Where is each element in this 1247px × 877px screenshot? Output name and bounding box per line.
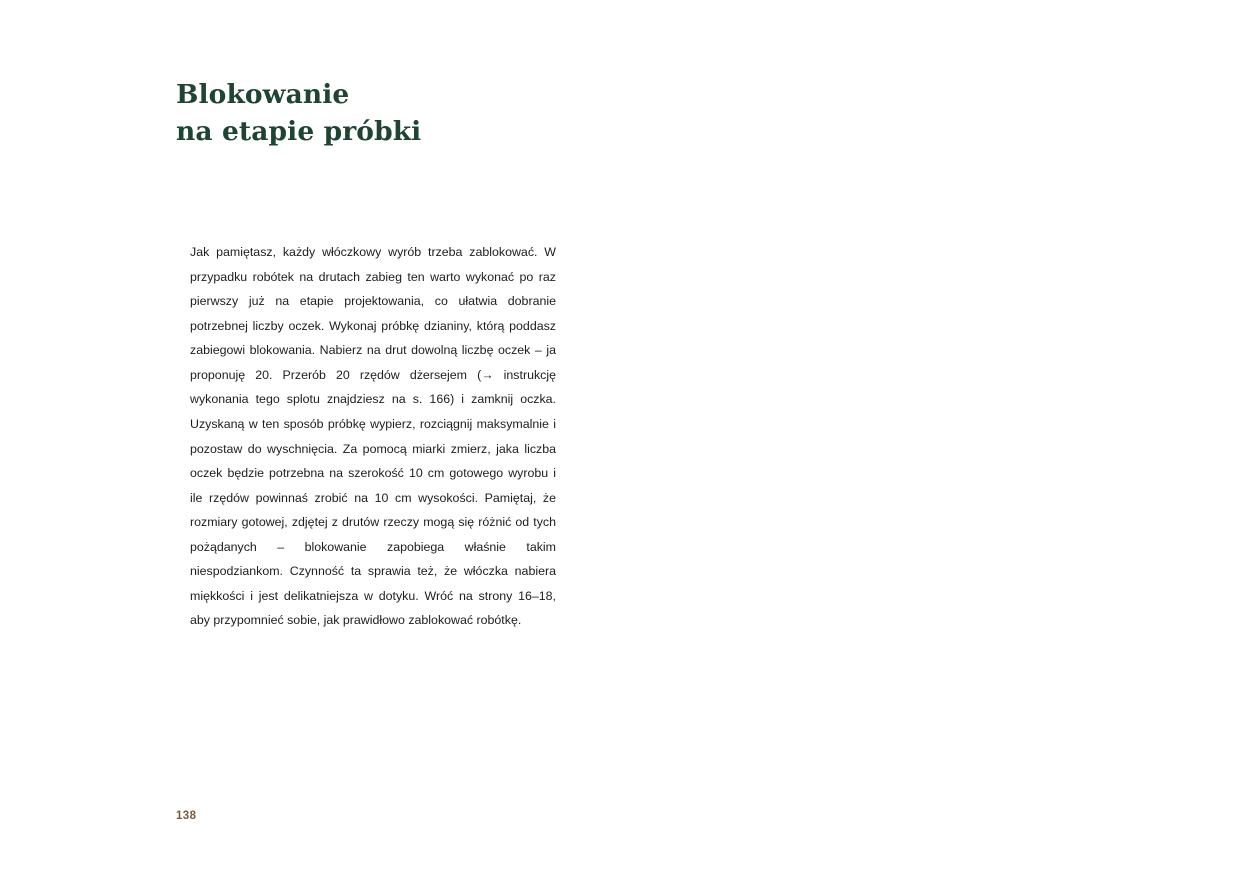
right-page xyxy=(624,0,1247,877)
page-title-left-line2: na etapie próbki xyxy=(176,116,422,148)
page-title-left xyxy=(176,76,576,151)
page-number-left: 138 xyxy=(176,810,197,822)
page-title-left-line1: Blokowanie xyxy=(176,78,350,110)
body-text-left: Jak pamiętasz, każdy włóczkowy wyrób trzeba zablokować. W przypadku robótek na drutach zabieg ten warto wykonać po raz pierwszy już na etapie projektowania, co ułatwia dobranie potrzebnej liczby oczek. Wykonaj próbkę dzianiny, którą poddasz zabiegowi blokowania. Nabierz na drut dowolną liczbę oczek – ja proponuję 20. Przerób 20 rzędów dżersejem (→ instrukcję wykonania tego splotu znajdziesz na s. 166) i zamknij oczka. Uzyskaną w ten sposób próbkę wypierz, rozciągnij maksymalnie i pozostaw do wyschnięcia. Za pomocą miarki zmierz, jaka liczba oczek będzie potrzebna na szerokość 10 cm gotowego wyrobu i ile rzędów powinnaś zrobić na 10 cm wysokości. Pamiętaj, że rozmiary gotowej, zdjętej z drutów rzeczy mogą się różnić od tych pożądanych – blokowanie zapobiega właśnie takim niespodziankom. Czynność ta sprawia też, że włóczka nabiera miękkości i jest delikatniejsza w dotyku. Wróć na strony 16–18, aby przypomnieć sobie, jak prawidłowo zablokować robótkę. xyxy=(190,245,556,628)
